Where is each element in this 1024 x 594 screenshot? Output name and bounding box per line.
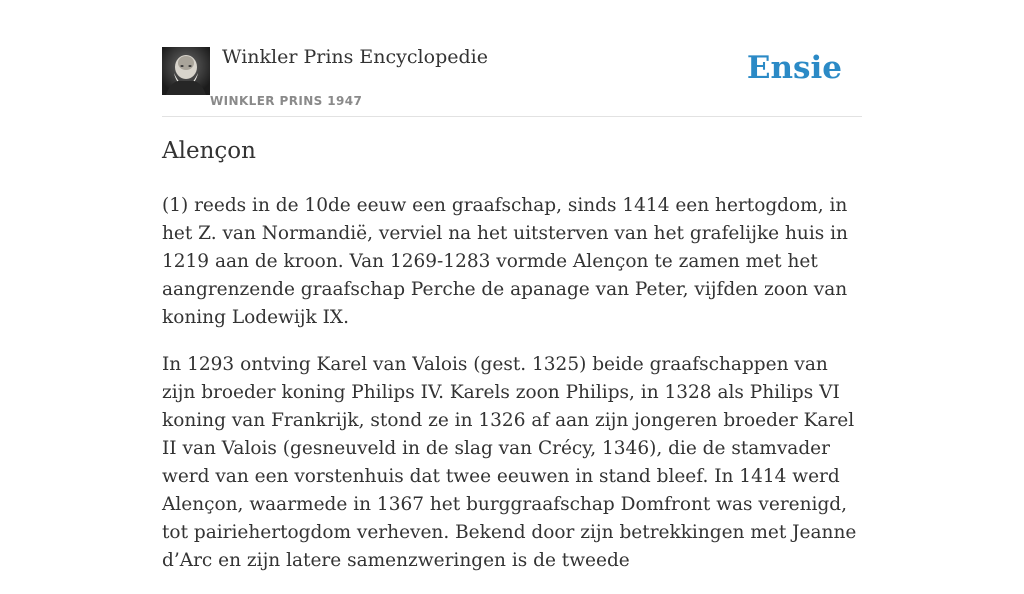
article-paragraph: (1) reeds in de 10de eeuw een graafschap, sinds 1414 een hertogdom, in het Z. van Normandië, verviel na het uitsterven van het grafelijke huis in 1219 aan de kroon. Van 1269-1283 vormde Alençon te zamen met het aangrenzende graafschap Perche de apanage van Peter, vijfden zoon van koning Lodewijk IX. <box>162 195 848 328</box>
source-title[interactable]: Winkler Prins Encyclopedie <box>222 46 488 68</box>
article-title: Alençon <box>162 138 256 164</box>
article-body <box>162 192 866 594</box>
portrait-avatar-graphic <box>162 47 210 95</box>
source-header <box>162 44 862 117</box>
portrait-avatar-icon[interactable] <box>162 47 210 95</box>
source-subtitle: WINKLER PRINS 1947 <box>210 94 363 108</box>
article-paragraph: In 1293 ontving Karel van Valois (gest. 1325) beide graafschappen van zijn broeder koning Philips IV. Karels zoon Philips, in 1328 als Philips VI koning van Frankrijk, stond ze in 1326 af aan zijn jongeren broeder Karel II van Valois (gesneuveld in de slag van Crécy, 1346), die de stamvader werd van een vorstenhuis dat twee eeuwen in stand bleef. In 1414 werd Alençon, waarmede in 1367 het burggraafschap Domfront was verenigd, tot pairiehertogdom verheven. Bekend door zijn betrekkingen met Jeanne d’Arc en zijn latere samenzweringen is de tweede <box>162 354 857 571</box>
brand-logo-link[interactable]: Ensie <box>746 50 842 86</box>
